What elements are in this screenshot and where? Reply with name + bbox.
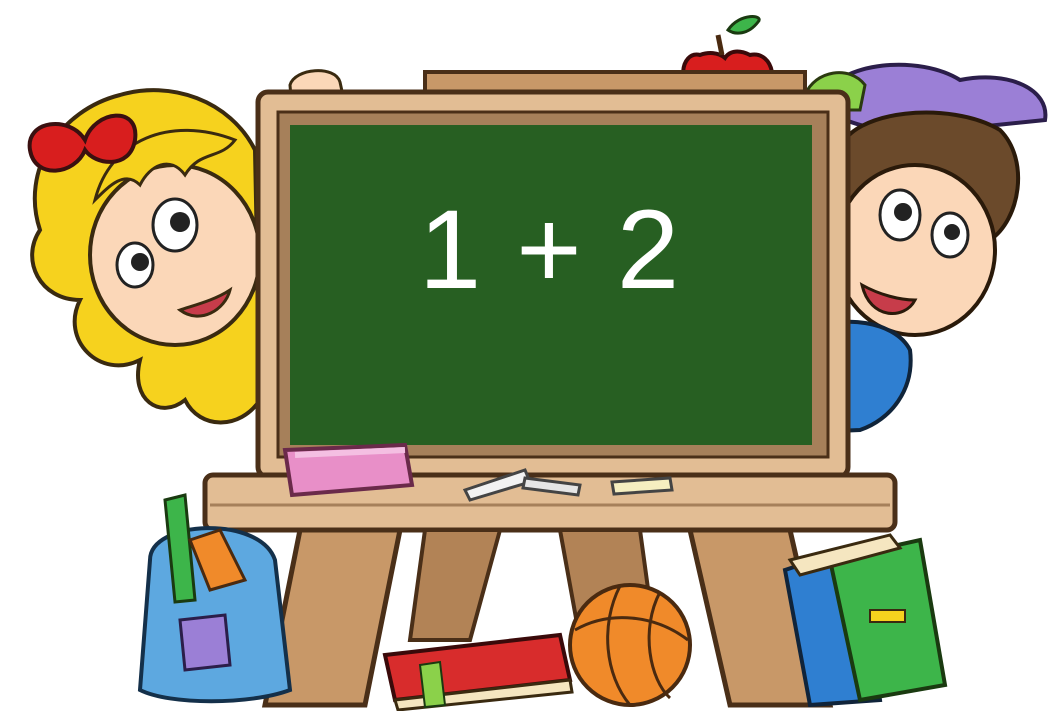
book-stack (785, 535, 945, 705)
book-icon (385, 635, 572, 710)
eraser-icon (285, 445, 412, 495)
chalkboard-expression: 1 + 2 (418, 187, 682, 312)
basketball-icon (570, 585, 690, 705)
